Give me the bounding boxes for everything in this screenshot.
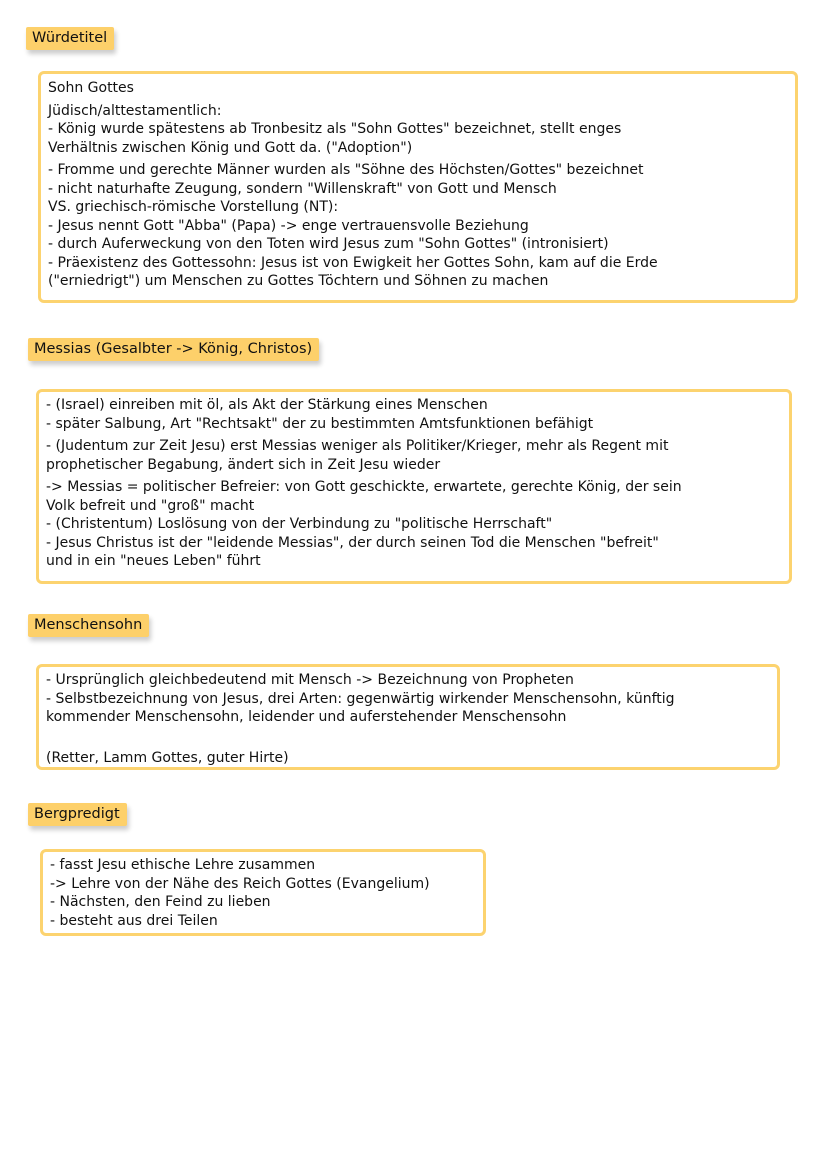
note-paragraph	[48, 102, 788, 158]
note-paragraph	[46, 671, 770, 727]
note-line: - Jesus nennt Gott "Abba" (Papa) -> enge vertrauensvolle Beziehung	[48, 217, 529, 234]
note-line: - durch Auferweckung von den Toten wird Jesus zum "Sohn Gottes" (intronisiert)	[48, 236, 609, 252]
note-line: - nicht naturhafte Zeugung, sondern "Willenskraft" von Gott und Mensch	[48, 180, 557, 197]
note-line: - fasst Jesu ethische Lehre zusammen	[50, 857, 316, 873]
note-line: - Jesus Christus ist der "leidende Messias", der durch seinen Tod die Menschen "befreit"	[46, 534, 659, 551]
blank-line	[46, 731, 770, 749]
note-paragraph	[46, 749, 770, 768]
note-paragraph	[48, 79, 788, 98]
note-box-sohn-gottes	[38, 71, 798, 303]
section-title-bergpredigt: Bergpredigt	[28, 803, 127, 826]
note-paragraph	[48, 161, 788, 291]
note-line: - König wurde spätestens ab Tronbesitz als "Sohn Gottes" bezeichnet, stellt enges	[48, 121, 622, 137]
note-paragraph	[46, 478, 782, 571]
note-line: - Präexistenz des Gottessohn: Jesus ist von Ewigkeit her Gottes Sohn, kam auf die Erde	[48, 254, 658, 271]
section-title-menschensohn: Menschensohn	[28, 614, 149, 637]
section-title-messias: Messias (Gesalbter -> König, Christos)	[28, 338, 319, 361]
note-line: ("erniedrigt") um Menschen zu Gottes Töchtern und Söhnen zu machen	[48, 273, 549, 289]
note-paragraph	[46, 437, 782, 474]
note-line: prophetischer Begabung, ändert sich in Zeit Jesu wieder	[46, 456, 441, 473]
note-line: - (Israel) einreiben mit öl, als Akt der Stärkung eines Menschen	[46, 397, 488, 413]
note-line: - Selbstbezeichnung von Jesus, drei Arten: gegenwärtig wirkender Menschensohn, künftig	[46, 690, 675, 707]
note-line: kommender Menschensohn, leidender und auferstehender Menschensohn	[46, 709, 567, 725]
note-paragraph	[46, 396, 782, 433]
note-line: -> Messias = politischer Befreier: von Gott geschickte, erwartete, gerechte König, der sein	[46, 479, 682, 495]
note-line: -> Lehre von der Nähe des Reich Gottes (Evangelium)	[50, 875, 430, 892]
note-line: - (Judentum zur Zeit Jesu) erst Messias weniger als Politiker/Krieger, mehr als Regent mit	[46, 438, 669, 454]
note-line: - Nächsten, den Feind zu lieben	[50, 894, 271, 910]
note-line: - besteht aus drei Teilen	[50, 912, 218, 929]
note-line: - Ursprünglich gleichbedeutend mit Mensch -> Bezeichnung von Propheten	[46, 672, 574, 688]
note-line: - Fromme und gerechte Männer wurden als "Söhne des Höchsten/Gottes" bezeichnet	[48, 162, 644, 178]
note-line: VS. griechisch-römische Vorstellung (NT):	[48, 199, 339, 215]
note-box-messias	[36, 389, 792, 584]
note-line: Volk befreit und "groß" macht	[46, 497, 255, 514]
note-line: - (Christentum) Loslösung von der Verbindung zu "politische Herrschaft"	[46, 516, 553, 532]
note-line: Verhältnis zwischen König und Gott da. ("Adoption")	[48, 139, 413, 156]
note-line: (Retter, Lamm Gottes, guter Hirte)	[46, 749, 289, 766]
note-line: Jüdisch/alttestamentlich:	[48, 102, 222, 119]
note-box-bergpredigt	[40, 849, 486, 936]
note-line: und in ein "neues Leben" führt	[46, 553, 261, 569]
note-box-menschensohn	[36, 664, 780, 770]
note-line: - später Salbung, Art "Rechtsakt" der zu bestimmten Amtsfunktionen befähigt	[46, 415, 594, 432]
section-title-wuerdetitel: Würdetitel	[26, 27, 114, 50]
note-line: Sohn Gottes	[48, 80, 134, 96]
note-paragraph	[50, 856, 476, 930]
